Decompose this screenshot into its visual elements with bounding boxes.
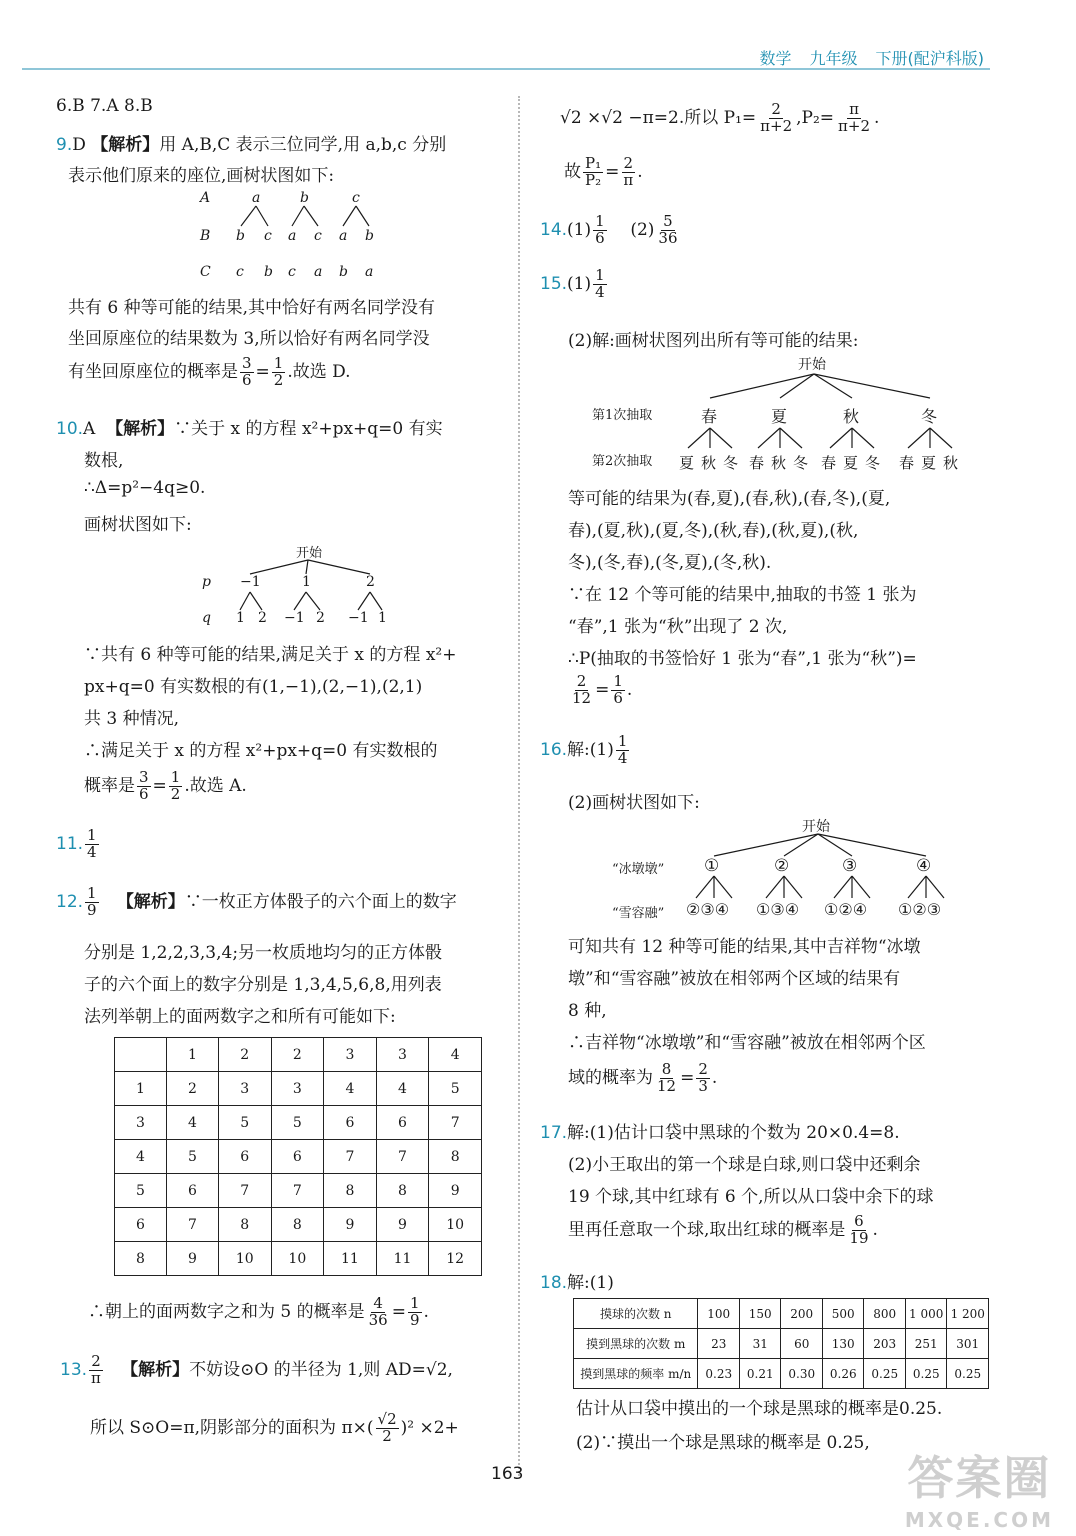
q15-tree-node: 秋 (943, 454, 959, 472)
frequency-table (573, 1298, 989, 1389)
table-cell: 23 (698, 1329, 740, 1359)
q15-text-3: 春),(夏,秋),(夏,冬),(秋,春),(秋,夏),(秋, (568, 521, 859, 541)
table-cell: 8 (429, 1140, 482, 1174)
q9-text-3: 共有 6 种等可能的结果,其中恰好有两名同学没有 (68, 298, 436, 318)
table-cell: 12 (429, 1242, 482, 1276)
q10-text-4: 画树状图如下: (84, 515, 192, 535)
q9-text-4: 坐回原座位的结果数为 3,所以恰好有两名同学没 (68, 329, 430, 349)
q17-text-1: 解:(1)估计口袋中黑球的个数为 20×0.4=8. (567, 1123, 900, 1143)
q16-text-1: (2)画树状图如下: (568, 793, 700, 813)
page-header (741, 46, 984, 69)
q17-text-3: 19 个球,其中红球有 6 个,所以从口袋中余下的球 (568, 1187, 934, 1207)
fraction: $\frac{1}{9}$ (409, 1294, 420, 1329)
table-cell: 1 000 (905, 1299, 947, 1329)
table-cell: 6 (218, 1140, 271, 1174)
q15-text-2: 等可能的结果为(春,夏),(春,秋),(春,冬),(夏, (568, 489, 891, 509)
table-cell: 6 (271, 1140, 324, 1174)
q13-text-2: 所以 S⊙O=π,阴影部分的面积为 π×( $\frac{√2}{2}$ )² ×2+ (90, 1410, 459, 1445)
table-cell: 2 (218, 1038, 271, 1072)
q9-tree-label-B: B (200, 228, 211, 244)
table-cell: 10 (271, 1242, 324, 1276)
q12-line1 (56, 886, 457, 919)
table-cell: 301 (947, 1329, 989, 1359)
q15-text-6: “春”,1 张为“秋”出现了 2 次, (568, 617, 788, 637)
q9-tree-node: c (236, 264, 244, 280)
q9-tree-node: a (314, 264, 323, 280)
table-row (574, 1299, 989, 1329)
q15-tree-node: 夏 (679, 454, 695, 472)
q10-text-3: ∴Δ=p²−4q≥0. (84, 478, 206, 498)
page-number: 163 (491, 1464, 524, 1484)
fraction: $\frac{8}{12}$ (657, 1060, 677, 1095)
q16-tree-node: ④ (916, 856, 932, 876)
q18-text-2: 估计从口袋中摸出的一个球是黑球的概率是0.25. (576, 1399, 943, 1419)
table-cell: 800 (864, 1299, 906, 1329)
q16-tree-node: ①②③ (898, 900, 942, 919)
q9-text-5: 有坐回原座位的概率是 $\frac{3}{6}$ = $\frac{1}{2}$ .故选 D. (68, 354, 351, 389)
fraction: $\frac{3}{6}$ (139, 768, 149, 803)
q9-tree-node: c (352, 190, 360, 206)
q16-tree-node: ①③④ (756, 900, 800, 919)
q10-tree-node: −1 (240, 574, 261, 590)
q9-tree-node: a (365, 264, 374, 280)
q12-text-2: 分别是 1,2,2,3,3,4;另一枚质地均匀的正方体骰 (84, 943, 443, 963)
column-divider (518, 96, 520, 1476)
table-cell: 8 (376, 1174, 429, 1208)
q15-tree-node: 夏 (771, 407, 788, 426)
table-row (115, 1140, 482, 1174)
q10-tree-node: −1 (348, 610, 369, 626)
q15-tree-node: 春 (899, 454, 915, 472)
q15-tree-label-1: 第1次抽取 (592, 408, 653, 423)
watermark-logo (905, 1442, 1054, 1532)
fraction: $\frac{1}{2}$ (170, 768, 181, 803)
q16-text-3: 墩”和“雪容融”被放在相邻两个区域的结果有 (568, 969, 901, 989)
table-cell: 5 (218, 1106, 271, 1140)
table-cell: 3 (271, 1072, 324, 1106)
table-cell: 4 (166, 1106, 218, 1140)
q17-text-2: (2)小王取出的第一个球是白球,则口袋中还剩余 (568, 1155, 921, 1175)
q18-text-1: 解:(1) (567, 1273, 614, 1293)
q10-text-5: ∵共有 6 种等可能的结果,满足关于 x 的方程 x²+ (84, 645, 457, 665)
q9-answer: D (72, 135, 86, 155)
q12-text-1: ∵一枚正方体骰子的六个面上的数字 (184, 891, 457, 912)
q9-line1 (56, 130, 446, 155)
table-row (115, 1106, 482, 1140)
q16-tree-label-1: “冰墩墩” (612, 862, 665, 877)
q16-text-4: 8 种, (568, 1001, 607, 1021)
q12-text-4: 法列举朝上的面两数字之和所有可能如下: (84, 1007, 396, 1027)
table-cell: 7 (218, 1174, 271, 1208)
table-cell: 3 (376, 1038, 429, 1072)
fraction: $\frac{1}{6}$ (613, 672, 623, 707)
q10-tree-node: 1 (378, 610, 387, 626)
q9-tree-node: b (339, 264, 348, 280)
q15-tree-node: 冬 (865, 454, 881, 472)
q10-line1 (56, 414, 443, 439)
table-cell: 251 (905, 1329, 947, 1359)
table-cell: 3 (218, 1072, 271, 1106)
q15-tree-node: 冬 (921, 407, 938, 426)
table-cell: 31 (739, 1329, 781, 1359)
table-cell: 4 (324, 1072, 377, 1106)
q15-tree-node: 夏 (843, 454, 859, 472)
q9-tree-node: c (288, 264, 296, 280)
q16-tree-node: ① (704, 856, 720, 876)
watermark-main: 答案圈 (907, 1451, 1052, 1505)
table-cell: 10 (218, 1242, 271, 1276)
q14-line: 14.(1) $\frac{1}{6}$ (2) $\frac{5}{36}$ (540, 212, 678, 247)
table-cell: 0.26 (822, 1359, 864, 1389)
table-cell: 8 (218, 1208, 271, 1242)
table-cell: 5 (271, 1106, 324, 1140)
q16-text-5: ∴吉祥物“冰墩墩”和“雪容融”被放在相邻两个区 (568, 1033, 926, 1053)
fraction: $\frac{6}{19}$ (849, 1212, 869, 1247)
q13-cont-2: 故 $\frac{\text{P₁}}{\text{P₂}}$ = $\frac{2}{\pi}$ . (564, 154, 643, 189)
q16-tree-label-2: “雪容融” (612, 906, 665, 921)
fraction: $\frac{1}{9}$ (87, 884, 97, 919)
table-cell: 4 (115, 1140, 167, 1174)
q10-tree-node: 2 (366, 574, 375, 590)
table-cell: 0.21 (739, 1359, 781, 1389)
table-row (115, 1242, 482, 1276)
fraction: $\frac{1}{4}$ (87, 826, 97, 861)
q9-tree-diagram (196, 188, 396, 283)
q10-text-7: 共 3 种情况, (84, 709, 180, 729)
table-cell: 3 (324, 1038, 377, 1072)
fraction: $\frac{\text{P₁}}{\text{P₂}}$ (585, 154, 602, 189)
q9-number: 9. (56, 135, 73, 155)
fraction: $\frac{1}{2}$ (273, 354, 284, 389)
table-cell: 7 (324, 1140, 377, 1174)
table-cell (115, 1038, 167, 1072)
table-cell: 4 (376, 1072, 429, 1106)
table-row (115, 1038, 482, 1072)
table-cell: 5 (429, 1072, 482, 1106)
q9-tree-label-C: C (200, 264, 211, 280)
q10-tree-label-p: p (202, 574, 211, 590)
q10-tree-diagram (198, 540, 418, 630)
table-cell: 8 (271, 1208, 324, 1242)
q10-number: 10. (56, 419, 84, 439)
q10-tree-label-q: q (202, 610, 211, 626)
table-cell: 60 (781, 1329, 823, 1359)
q18-text-3: (2)∵摸出一个球是黑球的概率是 0.25, (576, 1433, 870, 1453)
fraction: $\frac{1}{4}$ (617, 732, 628, 767)
q10-tree-start: 开始 (296, 546, 323, 561)
table-cell: 130 (822, 1329, 864, 1359)
q18-line1 (540, 1268, 614, 1293)
table-cell: 7 (429, 1106, 482, 1140)
table-cell: 4 (429, 1038, 482, 1072)
table-row (574, 1359, 989, 1389)
q12-number: 12. (56, 891, 84, 912)
table-cell: 2 (166, 1072, 218, 1106)
table-cell: 0.23 (698, 1359, 740, 1389)
q9-tree-node: a (252, 190, 261, 206)
table-cell: 9 (324, 1208, 377, 1242)
table-cell: 0.25 (864, 1359, 906, 1389)
q10-text-6: px+q=0 有实数根的有(1,−1),(2,−1),(2,1) (84, 677, 423, 697)
fraction: $\frac{2}{12}$ (572, 672, 592, 707)
q9-tree-node: c (264, 228, 272, 244)
q10-text-1: ∵关于 x 的方程 x²+px+q=0 有实 (174, 419, 443, 439)
header-volume: 下册(配沪科版) (875, 49, 984, 68)
fraction: $\frac{2}{\pi}$ (623, 154, 634, 189)
table-cell: 1 200 (947, 1299, 989, 1329)
fraction: $\frac{3}{6}$ (242, 354, 252, 389)
table-cell: 6 (376, 1106, 429, 1140)
q17-number: 17. (540, 1123, 568, 1143)
table-cell: 1 (115, 1072, 167, 1106)
table-cell: 3 (115, 1106, 167, 1140)
sum-table (114, 1037, 482, 1276)
table-cell: 5 (115, 1174, 167, 1208)
fraction: $\frac{2}{\pi}$ (91, 1352, 101, 1387)
table-cell: 203 (864, 1329, 906, 1359)
table-cell: 11 (324, 1242, 377, 1276)
q16-tree-node: ② (774, 856, 790, 876)
table-row (115, 1208, 482, 1242)
table-cell: 500 (822, 1299, 864, 1329)
q16-tree-node: ②③④ (686, 900, 730, 919)
fraction: $\frac{1}{4}$ (595, 266, 605, 301)
q17-line1 (540, 1118, 900, 1143)
q15-tree-node: 春 (701, 407, 718, 426)
q15-line: 15.(1) $\frac{1}{4}$ (540, 266, 605, 301)
q16-tree-node: ③ (842, 856, 858, 876)
q9-tree-node: b (236, 228, 245, 244)
q15-tree-label-2: 第2次抽取 (592, 454, 653, 469)
q11-number: 11. (56, 833, 84, 854)
table-row (115, 1174, 482, 1208)
q10-tree-node: −1 (284, 610, 305, 626)
q15-tree-node: 秋 (843, 407, 860, 426)
q9-tag: 【解析】 (91, 135, 160, 155)
q15-text-7: ∴P(抽取的书签恰好 1 张为“春”,1 张为“秋”)= (568, 649, 917, 669)
q15-text-5: ∵在 12 个等可能的结果中,抽取的书签 1 张为 (568, 585, 917, 605)
q9-text-1: 用 A,B,C 表示三位同学,用 a,b,c 分别 (159, 135, 447, 155)
q13-cont-1: √2 ×√2 −π=2.所以 P₁= $\frac{2}{\pi+2}$ ,P₂= $\frac{\pi}{\pi+2}$ . (560, 100, 880, 135)
table-cell: 7 (166, 1208, 218, 1242)
table-cell: 6 (115, 1208, 167, 1242)
header-rule (22, 68, 990, 70)
q9-tree-node: a (288, 228, 297, 244)
table-cell: 8 (324, 1174, 377, 1208)
header-grade: 九年级 (809, 49, 858, 68)
q16-text-6: 域的概率为 $\frac{8}{12}$ = $\frac{2}{3}$ . (568, 1060, 718, 1095)
q10-answer: A (83, 419, 96, 439)
q15-tree-node: 春 (749, 454, 765, 472)
q15-tree-node: 冬 (793, 454, 809, 472)
q11-line (56, 828, 101, 861)
table-cell: 100 (698, 1299, 740, 1329)
q15-tree-node: 秋 (701, 454, 717, 472)
q13-line1 (60, 1354, 453, 1387)
q10-tree-node: 2 (258, 610, 267, 626)
watermark-sub: MXQE.COM (904, 1508, 1054, 1532)
q9-tree-node: b (300, 190, 309, 206)
table-cell: 0.30 (781, 1359, 823, 1389)
table-cell: 1 (166, 1038, 218, 1072)
table-row (574, 1329, 989, 1359)
fraction: $\frac{2}{\pi+2}$ (760, 100, 793, 135)
table-cell: 9 (166, 1242, 218, 1276)
q9-tree-node: c (314, 228, 322, 244)
table-cell: 9 (429, 1174, 482, 1208)
fraction: $\frac{\pi}{\pi+2}$ (838, 100, 871, 135)
table-cell: 摸到黑球的频率 m/n (574, 1359, 698, 1389)
fraction: $\frac{4}{36}$ (368, 1294, 388, 1329)
q9-tree-node: b (365, 228, 374, 244)
table-cell: 11 (376, 1242, 429, 1276)
q15-tree-node: 春 (821, 454, 837, 472)
q13-tag: 【解析】 (121, 1359, 190, 1380)
table-row (115, 1072, 482, 1106)
q12-text-5: ∴朝上的面两数字之和为 5 的概率是 $\frac{4}{36}$ = $\frac{1}{9}$ . (88, 1294, 429, 1329)
q15-tree-start: 开始 (798, 357, 826, 373)
q14-number: 14. (540, 219, 568, 240)
q9-tree-node: a (339, 228, 348, 244)
table-cell: 6 (166, 1174, 218, 1208)
q10-text-9: 概率是 $\frac{3}{6}$ = $\frac{1}{2}$ .故选 A. (84, 768, 247, 803)
q12-text-3: 子的六个面上的数字分别是 1,3,4,5,6,8,用列表 (84, 975, 442, 995)
table-cell: 8 (115, 1242, 167, 1276)
q15-tree-node: 冬 (723, 454, 739, 472)
table-cell: 摸到黑球的次数 m (574, 1329, 698, 1359)
q15-number: 15. (540, 273, 568, 294)
q13-number: 13. (60, 1359, 88, 1380)
q15-text-8: $\frac{2}{12}$ = $\frac{1}{6}$ . (572, 672, 633, 707)
q17-text-4: 里再任意取一个球,取出红球的概率是 $\frac{6}{19}$ . (568, 1212, 878, 1247)
q15-text-1: (2)解:画树状图列出所有等可能的结果: (568, 331, 859, 351)
fraction: $\frac{5}{36}$ (658, 212, 678, 247)
q9-text-2: 表示他们原来的座位,画树状图如下: (68, 166, 335, 186)
q16-tree-start: 开始 (802, 819, 830, 835)
header-subject: 数学 (759, 49, 792, 68)
q9-tree-node: b (264, 264, 273, 280)
q12-tag: 【解析】 (116, 891, 185, 912)
q16-number: 16. (540, 739, 568, 760)
table-cell: 9 (376, 1208, 429, 1242)
table-cell: 10 (429, 1208, 482, 1242)
q15-text-4: 冬),(冬,春),(冬,夏),(冬,秋). (568, 553, 772, 573)
answers-6-8: 6.B 7.A 8.B (56, 96, 153, 116)
q10-tree-node: 2 (316, 610, 325, 626)
table-cell: 摸球的次数 n (574, 1299, 698, 1329)
table-cell: 5 (166, 1140, 218, 1174)
q15-tree-diagram (590, 352, 980, 474)
table-cell: 6 (324, 1106, 377, 1140)
table-cell: 0.25 (905, 1359, 947, 1389)
q13-text-1: 不妨设⊙O 的半径为 1,则 AD=√2, (189, 1359, 453, 1380)
q18-number: 18. (540, 1273, 568, 1293)
table-cell: 7 (271, 1174, 324, 1208)
q10-tag: 【解析】 (106, 419, 175, 439)
table-cell: 7 (376, 1140, 429, 1174)
fraction: $\frac{√2}{2}$ (377, 1410, 397, 1445)
q10-tree-node: 1 (302, 574, 311, 590)
fraction: $\frac{2}{3}$ (698, 1060, 708, 1095)
q10-text-8: ∴满足关于 x 的方程 x²+px+q=0 有实数根的 (84, 741, 438, 761)
table-cell: 200 (781, 1299, 823, 1329)
q16-tree-node: ①②④ (824, 900, 868, 919)
q16-line: 16.解:(1) $\frac{1}{4}$ (540, 732, 628, 767)
q15-tree-node: 夏 (921, 454, 937, 472)
q10-text-2: 数根, (84, 451, 124, 471)
table-cell: 150 (739, 1299, 781, 1329)
fraction: $\frac{1}{6}$ (595, 212, 605, 247)
q16-tree-diagram (600, 814, 970, 922)
q15-tree-node: 秋 (771, 454, 787, 472)
table-cell: 2 (271, 1038, 324, 1072)
table-cell: 0.25 (947, 1359, 989, 1389)
q10-tree-node: 1 (236, 610, 245, 626)
q9-tree-label-A: A (200, 190, 211, 206)
q16-text-2: 可知共有 12 种等可能的结果,其中吉祥物“冰墩 (568, 937, 921, 957)
